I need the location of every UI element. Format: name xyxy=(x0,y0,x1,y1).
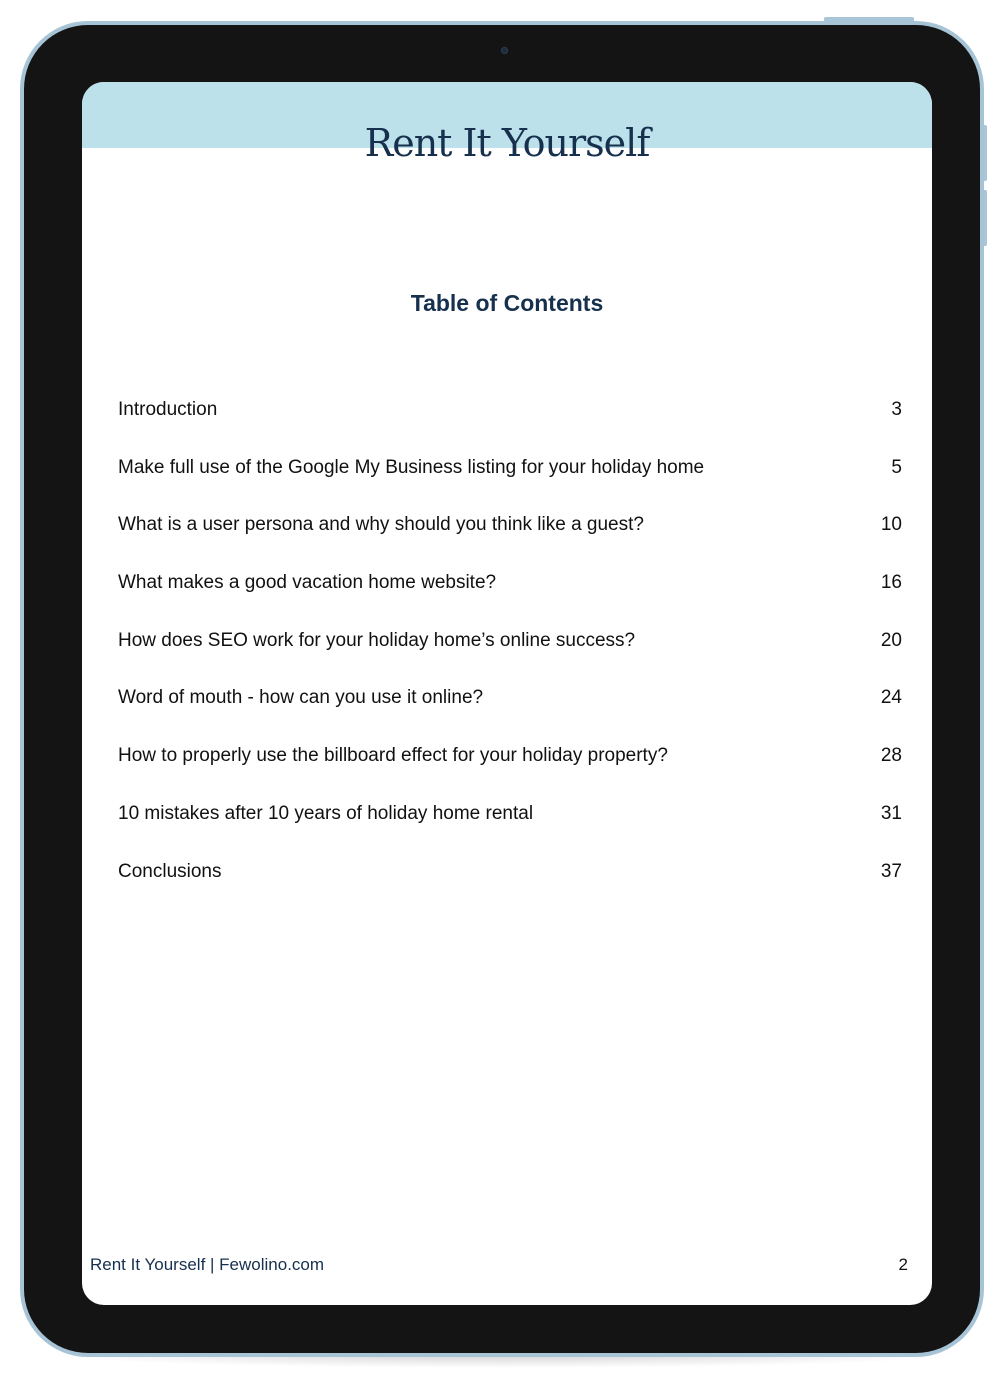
toc-entry-label: Conclusions xyxy=(118,860,222,882)
toc-entry[interactable] xyxy=(118,571,902,629)
toc-entry-label: Make full use of the Google My Business listing for your holiday home xyxy=(118,456,705,478)
toc-entry-page: 28 xyxy=(880,745,902,767)
toc-heading: Table of Contents xyxy=(410,290,604,316)
toc-entry[interactable] xyxy=(118,513,902,571)
document-title: Rent It Yourself xyxy=(364,121,650,165)
toc-entry-label: How does SEO work for your holiday home’s online success? xyxy=(118,629,636,651)
toc-entry[interactable] xyxy=(118,629,902,687)
page-footer xyxy=(90,1254,908,1276)
toc-entry-page: 37 xyxy=(880,860,902,882)
toc-entry-label: What makes a good vacation home website? xyxy=(118,572,497,594)
toc-entry-label: 10 mistakes after 10 years of holiday home rental xyxy=(118,802,534,824)
toc-entry[interactable] xyxy=(118,398,902,456)
footer-page-number: 2 xyxy=(898,1255,908,1274)
toc-entry[interactable] xyxy=(118,744,902,802)
tablet-bezel xyxy=(24,25,980,1353)
toc-entry-label: How to properly use the billboard effect for your holiday property? xyxy=(118,745,668,767)
toc-entry[interactable] xyxy=(118,802,902,860)
toc-entry-label: Introduction xyxy=(118,399,218,420)
toc-entry-label: What is a user persona and why should you think like a guest? xyxy=(118,514,644,536)
tablet-frame xyxy=(20,21,984,1357)
toc-entry-page: 3 xyxy=(891,399,902,420)
toc-entry[interactable] xyxy=(118,860,902,918)
toc-entry-page: 31 xyxy=(880,802,902,824)
toc-entry[interactable] xyxy=(118,686,902,744)
toc-entry-page: 10 xyxy=(880,514,902,536)
toc-list xyxy=(118,398,902,917)
toc-entry-page: 16 xyxy=(880,572,902,594)
toc-entry-page: 20 xyxy=(880,629,902,651)
toc-entry-page: 24 xyxy=(880,687,902,709)
toc-entry-page: 5 xyxy=(891,456,902,478)
toc-entry-label: Word of mouth - how can you use it online? xyxy=(118,687,484,709)
toc-entry[interactable] xyxy=(118,456,902,514)
document-page[interactable] xyxy=(82,82,932,1305)
footer-text: Rent It Yourself | Fewolino.com xyxy=(90,1255,325,1274)
camera-icon xyxy=(501,47,508,54)
